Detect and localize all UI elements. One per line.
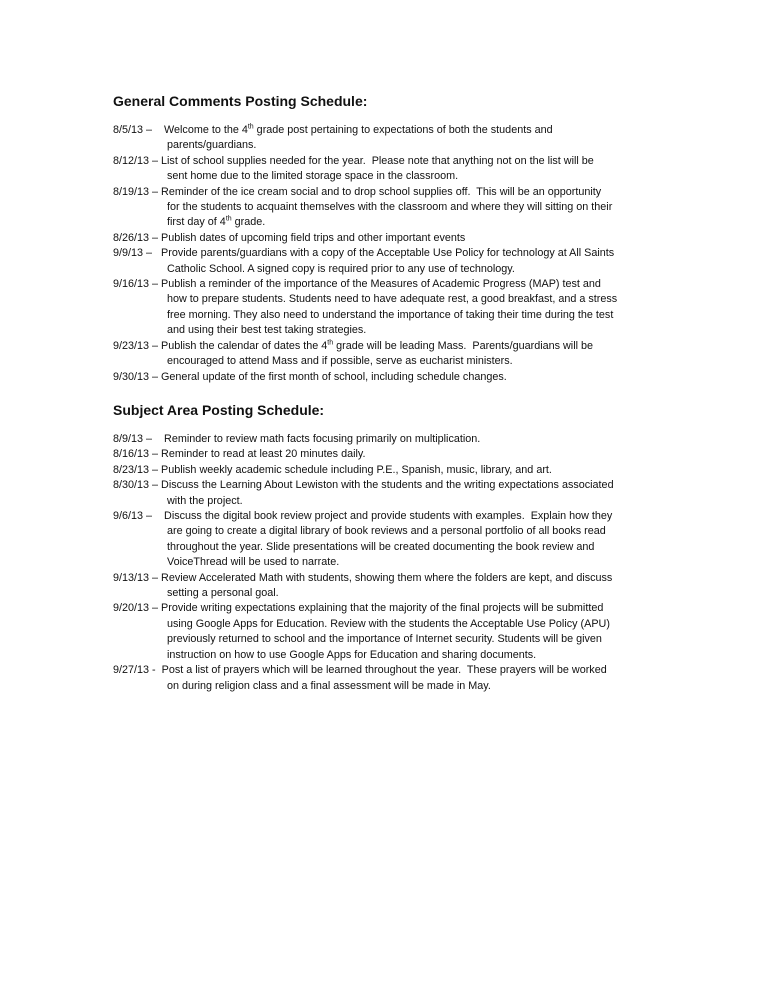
- schedule-entry: [113, 246, 673, 277]
- entry-text: 8/23/13 – Publish weekly academic schedule including P.E., Spanish, music, library, and art.: [113, 463, 552, 476]
- entry-first-line: [113, 447, 673, 462]
- entry-text: setting a personal goal.: [167, 587, 279, 600]
- entry-text: encouraged to attend Mass and if possible, serve as eucharist ministers.: [167, 355, 513, 368]
- schedule-entry: [113, 154, 673, 185]
- subject-area-section: [113, 401, 673, 694]
- entry-text: how to prepare students. Students need to have adequate rest, a good breakfast, and a stress: [167, 293, 618, 306]
- entry-continuation-line: [113, 308, 673, 323]
- entry-first-line: [113, 509, 673, 524]
- entry-text: 9/16/13 – Publish a reminder of the importance of the Measures of Academic Progress (MAP) test and: [113, 278, 601, 291]
- entry-continuation-line: [113, 540, 673, 555]
- entry-first-line: [113, 231, 673, 246]
- entry-first-line: [113, 154, 673, 169]
- entry-text: previously returned to school and the importance of Internet security. Students will be given: [167, 633, 602, 646]
- entry-text: and using their best test taking strategies.: [167, 324, 367, 337]
- schedule-entry: [113, 185, 673, 231]
- entry-text: grade.: [231, 216, 266, 229]
- general-comments-list: [113, 123, 673, 385]
- entry-text: grade will be leading Mass. Parents/guardians will be: [333, 339, 594, 352]
- entry-first-line: [113, 123, 673, 138]
- schedule-entry: [113, 571, 673, 602]
- ordinal-superscript: th: [327, 339, 334, 347]
- entry-continuation-line: [113, 292, 673, 307]
- entry-first-line: [113, 571, 673, 586]
- entry-first-line: [113, 277, 673, 292]
- entry-text: using Google Apps for Education. Review with the students the Acceptable Use Policy (APU): [167, 617, 610, 630]
- entry-continuation-line: [113, 494, 673, 509]
- entry-first-line: [113, 601, 673, 616]
- entry-text: first day of 4: [167, 216, 226, 229]
- entry-first-line: [113, 432, 673, 447]
- entry-text: sent home due to the limited storage space in the classroom.: [167, 170, 459, 183]
- schedule-entry: [113, 478, 673, 509]
- entry-text: 8/30/13 – Discuss the Learning About Lewiston with the students and the writing expectations associated: [113, 479, 614, 492]
- schedule-entry: [113, 370, 673, 385]
- entry-continuation-line: [113, 169, 673, 184]
- entry-continuation-line: [113, 200, 673, 215]
- entry-text: 9/23/13 – Publish the calendar of dates the 4: [113, 339, 328, 352]
- entry-first-line: [113, 663, 673, 678]
- schedule-entry: [113, 601, 673, 663]
- schedule-entry: [113, 123, 673, 154]
- schedule-entry: [113, 432, 673, 447]
- subject-area-list: [113, 432, 673, 694]
- subject-area-heading: Subject Area Posting Schedule:: [113, 402, 325, 418]
- entry-text: Catholic School. A signed copy is required prior to any use of technology.: [167, 262, 515, 275]
- entry-continuation-line: [113, 323, 673, 338]
- entry-first-line: [113, 478, 673, 493]
- entry-first-line: [113, 463, 673, 478]
- entry-first-line: [113, 185, 673, 200]
- entry-continuation-line: [113, 586, 673, 601]
- entry-text: on during religion class and a final assessment will be made in May.: [167, 679, 491, 692]
- entry-continuation-line: [113, 215, 673, 230]
- entry-text: 9/6/13 – Discuss the digital book review project and provide students with examples. Explain how they: [113, 510, 613, 523]
- entry-text: VoiceThread will be used to narrate.: [167, 556, 340, 569]
- entry-text: free morning. They also need to understand the importance of taking their time during the test: [167, 308, 614, 321]
- entry-text: 9/20/13 – Provide writing expectations explaining that the majority of the final projects will be submitted: [113, 602, 604, 615]
- entry-first-line: [113, 246, 673, 261]
- schedule-entry: [113, 277, 673, 339]
- entry-text: are going to create a digital library of book reviews and a personal portfolio of all books read: [167, 525, 606, 538]
- entry-continuation-line: [113, 617, 673, 632]
- entry-first-line: [113, 370, 673, 385]
- entry-continuation-line: [113, 632, 673, 647]
- entry-text: 9/27/13 - Post a list of prayers which will be learned throughout the year. These prayers will be worked: [113, 664, 607, 677]
- entry-text: 9/13/13 – Review Accelerated Math with students, showing them where the folders are kept, and discuss: [113, 571, 613, 584]
- entry-continuation-line: [113, 679, 673, 694]
- general-comments-section: [113, 92, 673, 385]
- entry-text: for the students to acquaint themselves with the classroom and where they will sitting on their: [167, 201, 613, 214]
- entry-text: instruction on how to use Google Apps for Education and sharing documents.: [167, 648, 537, 661]
- entry-continuation-line: [113, 555, 673, 570]
- entry-text: 8/26/13 – Publish dates of upcoming field trips and other important events: [113, 231, 466, 244]
- entry-text: grade post pertaining to expectations of both the students and: [253, 124, 553, 136]
- entry-text: 8/19/13 – Reminder of the ice cream social and to drop school supplies off. This will be an opportunity: [113, 185, 602, 198]
- entry-continuation-line: [113, 354, 673, 369]
- schedule-entry: [113, 231, 673, 246]
- entry-continuation-line: [113, 524, 673, 539]
- schedule-entry: [113, 463, 673, 478]
- schedule-entry: [113, 447, 673, 462]
- entry-text: with the project.: [167, 494, 243, 507]
- entry-text: parents/guardians.: [167, 139, 257, 152]
- schedule-entry: [113, 509, 673, 571]
- entry-text: throughout the year. Slide presentations will be created documenting the book review and: [167, 540, 595, 553]
- entry-text: 9/9/13 – Provide parents/guardians with a copy of the Acceptable Use Policy for technology at All Saints: [113, 247, 615, 260]
- entry-text: 9/30/13 – General update of the first month of school, including schedule changes.: [113, 370, 507, 383]
- entry-text: 8/9/13 – Reminder to review math facts focusing primarily on multiplication.: [113, 433, 481, 445]
- ordinal-superscript: th: [247, 123, 254, 131]
- entry-text: 8/12/13 – List of school supplies needed for the year. Please note that anything not on the list will be: [113, 154, 594, 167]
- entry-continuation-line: [113, 648, 673, 663]
- entry-text: 8/5/13 – Welcome to the 4: [113, 124, 248, 136]
- entry-text: 8/16/13 – Reminder to read at least 20 minutes daily.: [113, 448, 366, 461]
- entry-first-line: [113, 339, 673, 354]
- schedule-entry: [113, 663, 673, 694]
- entry-continuation-line: [113, 262, 673, 277]
- entry-continuation-line: [113, 138, 673, 153]
- ordinal-superscript: th: [225, 215, 232, 223]
- schedule-entry: [113, 339, 673, 370]
- general-comments-heading: General Comments Posting Schedule:: [113, 93, 368, 109]
